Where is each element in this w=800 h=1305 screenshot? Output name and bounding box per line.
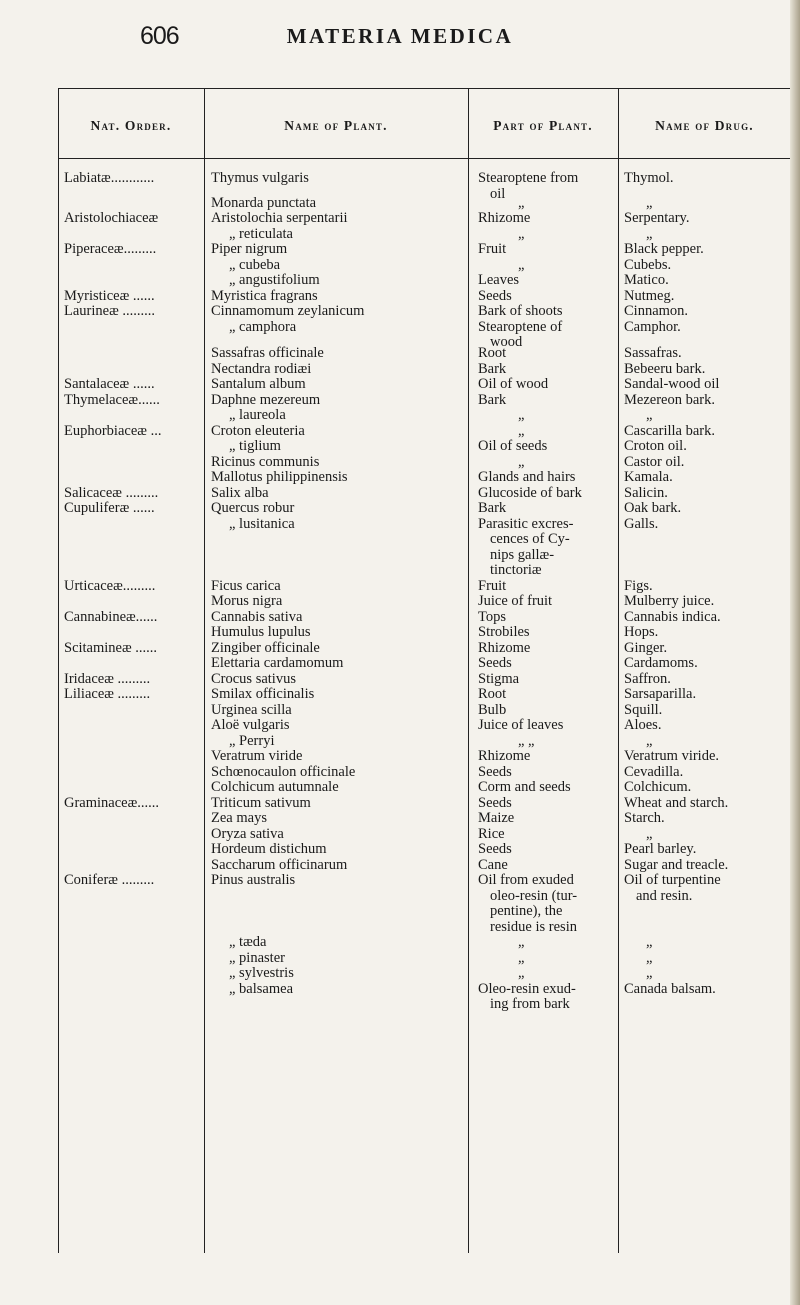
plant-part-cell: Seeds bbox=[478, 763, 512, 780]
table-row bbox=[58, 242, 791, 258]
table-row bbox=[58, 672, 791, 688]
table-row bbox=[58, 273, 791, 289]
column-header-order: Nat. Order. bbox=[90, 118, 172, 133]
plant-part-cell: „ bbox=[518, 407, 525, 424]
plant-part-cell: Stigma bbox=[478, 670, 520, 687]
table-row bbox=[58, 718, 791, 734]
table-row bbox=[58, 171, 791, 187]
plant-part-cell: Bark of shoots bbox=[478, 303, 563, 320]
plant-part-cell: „ bbox=[518, 453, 525, 470]
plant-part-cell: Glucoside of bark bbox=[478, 484, 582, 501]
plant-part-cell: Root bbox=[478, 345, 507, 362]
table-row bbox=[58, 997, 791, 1013]
plant-part-cell: „ bbox=[518, 225, 525, 242]
table-row bbox=[58, 548, 791, 564]
table-row bbox=[58, 377, 791, 393]
plant-part-cell: Fruit bbox=[478, 577, 507, 594]
plant-part-cell: tinctoriæ bbox=[490, 562, 542, 579]
plant-name-cell: Humulus lupulus bbox=[211, 624, 311, 641]
drug-name-cell: Squill. bbox=[624, 701, 663, 718]
plant-name-cell: Quercus robur bbox=[211, 500, 295, 517]
table-row bbox=[58, 827, 791, 843]
drug-name-cell: Veratrum viride. bbox=[624, 748, 720, 765]
plant-part-cell: oil bbox=[490, 185, 506, 202]
drug-name-cell: Cevadilla. bbox=[624, 763, 684, 780]
drug-name-cell: „ bbox=[646, 934, 653, 951]
nat-order-cell: Cupuliferæ ...... bbox=[64, 500, 155, 517]
page-edge-shadow bbox=[790, 0, 800, 1305]
table-row bbox=[58, 439, 791, 455]
table-row bbox=[58, 594, 791, 610]
plant-name-cell: Salix alba bbox=[211, 484, 269, 501]
drug-name-cell: Wheat and starch. bbox=[624, 794, 729, 811]
plant-name-cell: „ angustifolium bbox=[229, 272, 320, 289]
table-row bbox=[58, 289, 791, 305]
table-top-rule bbox=[58, 88, 791, 89]
drug-name-cell: „ bbox=[646, 965, 653, 982]
plant-name-cell: Nectandra rodiæi bbox=[211, 360, 312, 377]
plant-part-cell: „ bbox=[518, 965, 525, 982]
plant-name-cell: „ laureola bbox=[229, 407, 286, 424]
drug-name-cell: Saffron. bbox=[624, 670, 671, 687]
table-row bbox=[58, 579, 791, 595]
plant-name-cell: Zea mays bbox=[211, 810, 267, 827]
plant-name-cell: Hordeum distichum bbox=[211, 841, 327, 858]
drug-name-cell: Cardamoms. bbox=[624, 655, 698, 672]
drug-name-cell: Ginger. bbox=[624, 639, 668, 656]
plant-name-cell: Santalum album bbox=[211, 376, 306, 393]
plant-part-cell: pentine), the bbox=[490, 903, 563, 920]
nat-order-cell: Coniferæ ......... bbox=[64, 872, 155, 889]
plant-name-cell: Pinus australis bbox=[211, 872, 296, 889]
drug-name-cell: Cinnamon. bbox=[624, 303, 689, 320]
drug-name-cell: Starch. bbox=[624, 810, 665, 827]
plant-part-cell: Juice of fruit bbox=[478, 593, 553, 610]
plant-part-cell: Tops bbox=[478, 608, 506, 625]
nat-order-cell: Salicaceæ ......... bbox=[64, 484, 159, 501]
plant-part-cell: Stearoptene from bbox=[478, 170, 579, 186]
table-row bbox=[58, 966, 791, 982]
plant-part-cell: Seeds bbox=[478, 794, 512, 811]
table-row bbox=[58, 811, 791, 827]
plant-part-cell: residue is resin bbox=[490, 918, 577, 935]
table-row bbox=[58, 687, 791, 703]
table-row bbox=[58, 304, 791, 320]
plant-part-cell: Fruit bbox=[478, 241, 507, 258]
header-rule bbox=[58, 158, 791, 159]
plant-part-cell: wood bbox=[490, 334, 523, 351]
plant-name-cell: Sassafras officinale bbox=[211, 345, 324, 362]
plant-name-cell: Monarda punctata bbox=[211, 194, 317, 211]
plant-name-cell: Ficus carica bbox=[211, 577, 281, 594]
plant-name-cell: Thymus vulgaris bbox=[211, 170, 309, 186]
drug-name-cell: Sugar and treacle. bbox=[624, 856, 729, 873]
table-row bbox=[58, 842, 791, 858]
plant-name-cell: Daphne mezereum bbox=[211, 391, 321, 408]
plant-part-cell: „ bbox=[518, 194, 525, 211]
plant-part-cell: „ bbox=[518, 256, 525, 273]
drug-name-cell: Serpentary. bbox=[624, 210, 690, 227]
table-row bbox=[58, 320, 791, 336]
plant-name-cell: Myristica fragrans bbox=[211, 287, 318, 304]
plant-name-cell: „ reticulata bbox=[229, 225, 293, 242]
table-row bbox=[58, 501, 791, 517]
table-row bbox=[58, 196, 791, 212]
plant-name-cell: Elettaria cardamomum bbox=[211, 655, 344, 672]
plant-part-cell: Juice of leaves bbox=[478, 717, 564, 734]
plant-part-cell: Maize bbox=[478, 810, 515, 827]
running-title: MATERIA MEDICA bbox=[286, 24, 514, 48]
plant-name-cell: Cannabis sativa bbox=[211, 608, 303, 625]
column-header-part: Part of Plant. bbox=[493, 118, 593, 133]
nat-order-cell: Thymelaceæ...... bbox=[64, 391, 160, 408]
drug-name-cell: Kamala. bbox=[624, 469, 673, 486]
plant-part-cell: Root bbox=[478, 686, 507, 703]
plant-name-cell: Aloë vulgaris bbox=[211, 717, 290, 734]
plant-name-cell: Triticum sativum bbox=[211, 794, 311, 811]
plant-name-cell: Veratrum viride bbox=[211, 748, 303, 765]
table-row bbox=[58, 563, 791, 579]
table-row bbox=[58, 362, 791, 378]
drug-name-cell: „ bbox=[646, 225, 653, 242]
plant-name-cell: „ tiglium bbox=[229, 438, 281, 455]
plant-part-cell: oleo-resin (tur- bbox=[490, 887, 578, 904]
plant-part-cell: Oil from exuded bbox=[478, 872, 574, 889]
drug-name-cell: Cascarilla bark. bbox=[624, 422, 715, 439]
plant-part-cell: Bark bbox=[478, 500, 507, 517]
plant-name-cell: „ pinaster bbox=[229, 949, 285, 966]
plant-name-cell: „ cubeba bbox=[229, 256, 281, 273]
plant-part-cell: „ bbox=[518, 422, 525, 439]
plant-part-cell: Bark bbox=[478, 360, 507, 377]
table-row bbox=[58, 486, 791, 502]
plant-name-cell: Smilax officinalis bbox=[211, 686, 315, 703]
drug-name-cell: Castor oil. bbox=[624, 453, 685, 470]
nat-order-cell: Myristiceæ ...... bbox=[64, 287, 155, 304]
drug-name-cell: Canada balsam. bbox=[624, 980, 716, 997]
drug-name-cell: Figs. bbox=[624, 577, 653, 594]
nat-order-cell: Santalaceæ ...... bbox=[64, 376, 155, 393]
plant-part-cell: Strobiles bbox=[478, 624, 530, 641]
plant-name-cell: Colchicum autumnale bbox=[211, 779, 339, 796]
table-row bbox=[58, 532, 791, 548]
plant-part-cell: nips gallæ- bbox=[490, 546, 555, 563]
table-row bbox=[58, 641, 791, 657]
table-row bbox=[58, 211, 791, 227]
plant-name-cell: Urginea scilla bbox=[211, 701, 292, 718]
drug-name-cell: Croton oil. bbox=[624, 438, 687, 455]
drug-name-cell: Salicin. bbox=[624, 484, 668, 501]
plant-name-cell: Crocus sativus bbox=[211, 670, 296, 687]
table-row bbox=[58, 393, 791, 409]
drug-name-cell: „ bbox=[646, 949, 653, 966]
plant-part-cell: „ bbox=[518, 949, 525, 966]
drug-name-cell: Sarsaparilla. bbox=[624, 686, 697, 703]
table-row bbox=[58, 982, 791, 998]
drug-name-cell: Nutmeg. bbox=[624, 287, 675, 304]
drug-name-cell: Black pepper. bbox=[624, 241, 704, 258]
table-row bbox=[58, 796, 791, 812]
plant-name-cell: Mallotus philippinensis bbox=[211, 469, 348, 486]
table-row bbox=[58, 346, 791, 362]
nat-order-cell: Laurineæ ......... bbox=[64, 303, 156, 320]
plant-name-cell: „ sylvestris bbox=[229, 965, 294, 982]
plant-name-cell: „ lusitanica bbox=[229, 515, 295, 532]
plant-name-cell: „ balsamea bbox=[229, 980, 294, 997]
drug-name-cell: Colchicum. bbox=[624, 779, 692, 796]
nat-order-cell: Urticaceæ......... bbox=[64, 577, 156, 594]
drug-name-cell: Cannabis indica. bbox=[624, 608, 721, 625]
drug-name-cell: „ bbox=[646, 732, 653, 749]
drug-name-cell: Hops. bbox=[624, 624, 659, 641]
column-header-drug: Name of Drug. bbox=[655, 118, 754, 133]
table-row bbox=[58, 185, 791, 202]
drug-name-cell: Cubebs. bbox=[624, 256, 672, 273]
plant-name-cell: Oryza sativa bbox=[211, 825, 284, 842]
drug-name-cell: „ bbox=[646, 407, 653, 424]
plant-part-cell: cences of Cy- bbox=[490, 531, 570, 548]
table-row bbox=[58, 703, 791, 719]
drug-name-cell: Thymol. bbox=[624, 170, 674, 186]
drug-name-cell: and resin. bbox=[636, 887, 693, 904]
plant-part-cell: Oil of wood bbox=[478, 376, 549, 393]
table-row bbox=[58, 455, 791, 471]
drug-name-cell: Matico. bbox=[624, 272, 669, 289]
plant-part-cell: Cane bbox=[478, 856, 508, 873]
nat-order-cell: Aristolochiaceæ bbox=[64, 210, 159, 227]
materia-medica-table bbox=[58, 88, 791, 1253]
plant-part-cell: Stearoptene of bbox=[478, 318, 563, 335]
table-row bbox=[58, 873, 791, 889]
plant-part-cell: Rhizome bbox=[478, 210, 531, 227]
plant-name-cell: Saccharum officinarum bbox=[211, 856, 348, 873]
table-row bbox=[58, 734, 791, 750]
plant-name-cell: Zingiber officinale bbox=[211, 639, 320, 656]
plant-part-cell: Seeds bbox=[478, 841, 512, 858]
table-row bbox=[58, 656, 791, 672]
page-header bbox=[0, 22, 800, 58]
table-row bbox=[58, 951, 791, 967]
plant-part-cell: Seeds bbox=[478, 287, 512, 304]
plant-part-cell: Corm and seeds bbox=[478, 779, 571, 796]
plant-name-cell: „ Perryi bbox=[229, 732, 275, 749]
plant-part-cell: Seeds bbox=[478, 655, 512, 672]
drug-name-cell: Galls. bbox=[624, 515, 659, 532]
drug-name-cell: Oak bark. bbox=[624, 500, 682, 517]
nat-order-cell: Labiatæ............ bbox=[64, 170, 155, 186]
table-row bbox=[58, 935, 791, 951]
drug-name-cell: Mulberry juice. bbox=[624, 593, 715, 610]
nat-order-cell: Liliaceæ ......... bbox=[64, 686, 151, 703]
table-row bbox=[58, 920, 791, 936]
drug-name-cell: „ bbox=[646, 194, 653, 211]
table-row bbox=[58, 780, 791, 796]
drug-name-cell: Oil of turpentine bbox=[624, 872, 721, 889]
drug-name-cell: Sandal-wood oil bbox=[624, 376, 720, 393]
table-row bbox=[58, 625, 791, 641]
table-row bbox=[58, 408, 791, 424]
nat-order-cell: Scitamineæ ...... bbox=[64, 639, 158, 656]
table-row bbox=[58, 858, 791, 874]
drug-name-cell: Bebeeru bark. bbox=[624, 360, 706, 377]
table-body bbox=[58, 171, 791, 1013]
plant-part-cell: Glands and hairs bbox=[478, 469, 576, 486]
drug-name-cell: Sassafras. bbox=[624, 345, 682, 362]
table-row bbox=[58, 517, 791, 533]
plant-part-cell: Bulb bbox=[478, 701, 507, 718]
plant-part-cell: Parasitic excres- bbox=[478, 515, 574, 532]
plant-part-cell: Bark bbox=[478, 391, 507, 408]
table-row bbox=[58, 765, 791, 781]
nat-order-cell: Cannabineæ...... bbox=[64, 608, 158, 625]
plant-part-cell: „ „ bbox=[518, 732, 535, 749]
plant-part-cell: Leaves bbox=[478, 272, 520, 289]
table-row bbox=[58, 889, 791, 905]
plant-name-cell: „ camphora bbox=[229, 318, 297, 335]
table-row bbox=[58, 470, 791, 486]
plant-name-cell: Cinnamomum zeylanicum bbox=[211, 303, 365, 320]
nat-order-cell: Graminaceæ...... bbox=[64, 794, 160, 811]
plant-name-cell: Aristolochia serpentarii bbox=[211, 210, 348, 227]
nat-order-cell: Iridaceæ ......... bbox=[64, 670, 151, 687]
drug-name-cell: Mezereon bark. bbox=[624, 391, 715, 408]
page-number: 606 bbox=[140, 22, 179, 50]
plant-part-cell: Rice bbox=[478, 825, 505, 842]
plant-name-cell: Piper nigrum bbox=[211, 241, 288, 258]
table-row bbox=[58, 904, 791, 920]
table-row bbox=[58, 610, 791, 626]
plant-part-cell: Oil of seeds bbox=[478, 438, 548, 455]
plant-name-cell: Ricinus communis bbox=[211, 453, 320, 470]
table-row bbox=[58, 424, 791, 440]
plant-part-cell: Rhizome bbox=[478, 639, 531, 656]
nat-order-cell: Piperaceæ......... bbox=[64, 241, 157, 258]
drug-name-cell: Camphor. bbox=[624, 318, 681, 335]
plant-part-cell: ing from bark bbox=[490, 996, 570, 1013]
table-row bbox=[58, 749, 791, 765]
plant-part-cell: „ bbox=[518, 934, 525, 951]
drug-name-cell: Aloes. bbox=[624, 717, 662, 734]
drug-name-cell: Pearl barley. bbox=[624, 841, 697, 858]
column-header-plant: Name of Plant. bbox=[284, 118, 388, 133]
plant-name-cell: „ tæda bbox=[229, 934, 267, 951]
plant-name-cell: Schœnocaulon officinale bbox=[211, 763, 356, 780]
table-row bbox=[58, 258, 791, 274]
drug-name-cell: „ bbox=[646, 825, 653, 842]
plant-part-cell: Oleo-resin exud- bbox=[478, 980, 576, 997]
plant-name-cell: Morus nigra bbox=[211, 593, 283, 610]
plant-part-cell: Rhizome bbox=[478, 748, 531, 765]
nat-order-cell: Euphorbiaceæ ... bbox=[64, 422, 162, 439]
table-row bbox=[58, 227, 791, 243]
plant-name-cell: Croton eleuteria bbox=[211, 422, 305, 439]
